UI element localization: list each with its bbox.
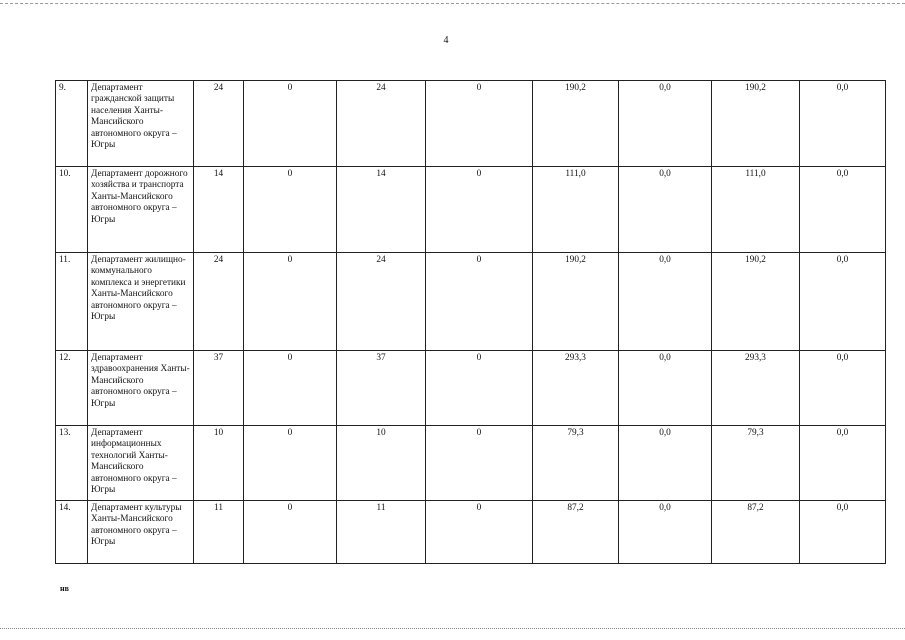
row-index: 13. [56, 426, 88, 501]
cell-value-1: 14 [194, 167, 244, 253]
cell-value-4: 0 [426, 81, 533, 167]
cell-value-5: 87,2 [533, 501, 619, 564]
scan-edge-bottom [0, 628, 905, 635]
department-name: Департамент информационных технологий Ханты-Мансийского автономного округа – Югры [88, 426, 194, 501]
cell-value-5: 190,2 [533, 81, 619, 167]
cell-value-2: 0 [244, 501, 337, 564]
cell-value-1: 11 [194, 501, 244, 564]
cell-value-5: 190,2 [533, 253, 619, 351]
cell-value-7: 293,3 [712, 351, 800, 426]
row-index: 11. [56, 253, 88, 351]
cell-value-7: 111,0 [712, 167, 800, 253]
cell-value-3: 14 [337, 167, 426, 253]
cell-value-4: 0 [426, 351, 533, 426]
cell-value-3: 10 [337, 426, 426, 501]
table-row [56, 351, 886, 426]
data-table [55, 80, 886, 564]
cell-value-8: 0,0 [800, 501, 886, 564]
cell-value-2: 0 [244, 426, 337, 501]
cell-value-2: 0 [244, 81, 337, 167]
cell-value-7: 190,2 [712, 81, 800, 167]
cell-value-6: 0,0 [619, 81, 712, 167]
cell-value-5: 79,3 [533, 426, 619, 501]
cell-value-7: 79,3 [712, 426, 800, 501]
page-number: 4 [443, 35, 449, 46]
row-index: 9. [56, 81, 88, 167]
department-name: Департамент жилищно-коммунального комплекса и энергетики Ханты-Мансийского автономного округа – Югры [88, 253, 194, 351]
cell-value-5: 293,3 [533, 351, 619, 426]
cell-value-3: 11 [337, 501, 426, 564]
cell-value-3: 24 [337, 253, 426, 351]
table-row [56, 426, 886, 501]
row-index: 10. [56, 167, 88, 253]
cell-value-8: 0,0 [800, 167, 886, 253]
scan-edge-top [0, 0, 905, 4]
table-row [56, 501, 886, 564]
cell-value-6: 0,0 [619, 351, 712, 426]
cell-value-8: 0,0 [800, 253, 886, 351]
cell-value-6: 0,0 [619, 501, 712, 564]
cell-value-1: 24 [194, 81, 244, 167]
cell-value-4: 0 [426, 501, 533, 564]
department-name: Департамент здравоохранения Ханты-Мансийского автономного округа – Югры [88, 351, 194, 426]
department-name: Департамент культуры Ханты-Мансийского автономного округа – Югры [88, 501, 194, 564]
department-name: Департамент гражданской защиты населения Ханты-Мансийского автономного округа – Югры [88, 81, 194, 167]
cell-value-4: 0 [426, 426, 533, 501]
footer-mark: нв [60, 584, 69, 593]
cell-value-2: 0 [244, 253, 337, 351]
cell-value-4: 0 [426, 167, 533, 253]
cell-value-1: 37 [194, 351, 244, 426]
cell-value-6: 0,0 [619, 253, 712, 351]
cell-value-4: 0 [426, 253, 533, 351]
cell-value-2: 0 [244, 167, 337, 253]
table-row [56, 167, 886, 253]
cell-value-3: 37 [337, 351, 426, 426]
cell-value-5: 111,0 [533, 167, 619, 253]
row-index: 12. [56, 351, 88, 426]
cell-value-2: 0 [244, 351, 337, 426]
cell-value-8: 0,0 [800, 81, 886, 167]
table-row [56, 253, 886, 351]
cell-value-1: 24 [194, 253, 244, 351]
table-row [56, 81, 886, 167]
cell-value-8: 0,0 [800, 351, 886, 426]
cell-value-8: 0,0 [800, 426, 886, 501]
cell-value-3: 24 [337, 81, 426, 167]
cell-value-6: 0,0 [619, 426, 712, 501]
cell-value-6: 0,0 [619, 167, 712, 253]
row-index: 14. [56, 501, 88, 564]
department-name: Департамент дорожного хозяйства и транспорта Ханты-Мансийского автономного округа – Югры [88, 167, 194, 253]
cell-value-7: 87,2 [712, 501, 800, 564]
cell-value-1: 10 [194, 426, 244, 501]
cell-value-7: 190,2 [712, 253, 800, 351]
